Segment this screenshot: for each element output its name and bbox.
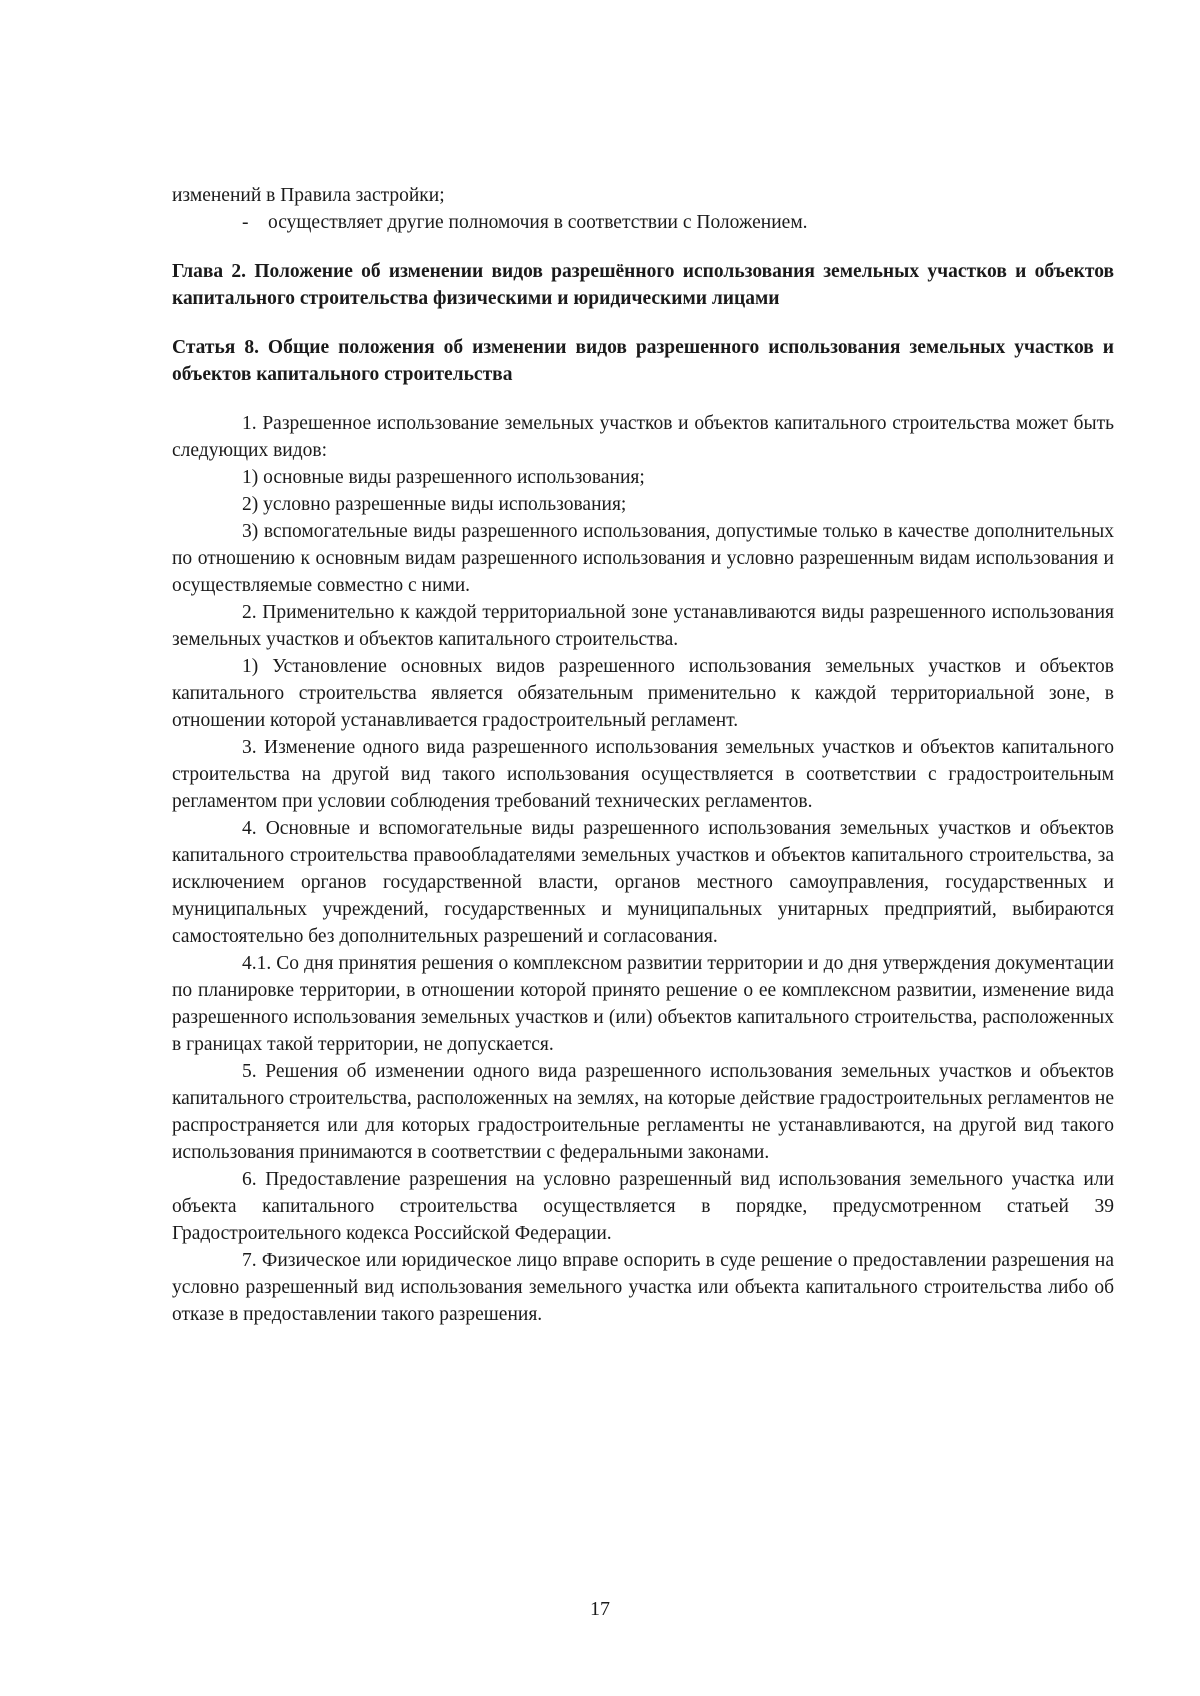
chapter-heading: Глава 2. Положение об изменении видов разрешённого использования земельных участков и объектов капитального строительства физическими и юридическими лицами: [172, 261, 1114, 309]
paragraph: 6. Предоставление разрешения на условно разрешенный вид использования земельного участка или объекта капитального строительства осуществляется в порядке, предусмотренном статьей 39 Градостроительного кодекса Российской Федерации.: [172, 1169, 1114, 1244]
paragraph: 5. Решения об изменении одного вида разрешенного использования земельных участков и объектов капитального строительства, расположенных на землях, на которые действие градостроительных регламентов не распространяется или для которых градостроительные регламенты не устанавливаются, на другой вид такого использования принимаются в соответствии с федеральными законами.: [172, 1061, 1114, 1163]
paragraph: 1. Разрешенное использование земельных участков и объектов капитального строительства может быть следующих видов:: [172, 413, 1114, 461]
intro-dash-item: [172, 209, 1114, 236]
paragraph: 4. Основные и вспомогательные виды разрешенного использования земельных участков и объектов капитального строительства правообладателями земельных участков и объектов капитального строительства, за исключением органов государственной власти, органов местного самоуправления, государственных и муниципальных учреждений, государственных и муниципальных унитарных предприятий, выбираются самостоятельно без дополнительных разрешений и согласования.: [172, 818, 1114, 947]
paragraph: 4.1. Со дня принятия решения о комплексном развитии территории и до дня утверждения документации по планировке территории, в отношении которой принято решение о ее комплексном развитии, изменение вида разрешенного использования земельных участков и (или) объектов капитального строительства, расположенных в границах такой территории, не допускается.: [172, 953, 1114, 1055]
dash-item-text: осуществляет другие полномочия в соответствии с Положением.: [268, 212, 808, 233]
dash-marker: -: [242, 212, 249, 233]
article-heading: Статья 8. Общие положения об изменении видов разрешенного использования земельных участков и объектов капитального строительства: [172, 337, 1114, 385]
page-number: 17: [590, 1598, 610, 1620]
paragraph: 7. Физическое или юридическое лицо вправе оспорить в суде решение о предоставлении разрешения на условно разрешенный вид использования земельного участка или объекта капитального строительства либо об отказе в предоставлении такого разрешения.: [172, 1250, 1114, 1325]
paragraph: 2. Применительно к каждой территориальной зоне устанавливаются виды разрешенного использования земельных участков и объектов капитального строительства.: [172, 602, 1114, 650]
paragraph: 1) основные виды разрешенного использования;: [242, 467, 645, 488]
paragraph: 1) Установление основных видов разрешенного использования земельных участков и объектов капитального строительства является обязательным применительно к каждой территориальной зоне, в отношении которой устанавливается градостроительный регламент.: [172, 656, 1114, 731]
paragraph: 3) вспомогательные виды разрешенного использования, допустимые только в качестве дополнительных по отношению к основным видам разрешенного использования и условно разрешенным видам использования и осуществляемые совместно с ними.: [172, 521, 1114, 596]
paragraph: 3. Изменение одного вида разрешенного использования земельных участков и объектов капитального строительства на другой вид такого использования осуществляется в соответствии с градостроительным регламентом при условии соблюдения требований технических регламентов.: [172, 737, 1114, 812]
paragraph: 2) условно разрешенные виды использования;: [242, 494, 627, 515]
intro-continuation: изменений в Правила застройки;: [172, 185, 445, 206]
document-body: [172, 182, 1114, 1328]
